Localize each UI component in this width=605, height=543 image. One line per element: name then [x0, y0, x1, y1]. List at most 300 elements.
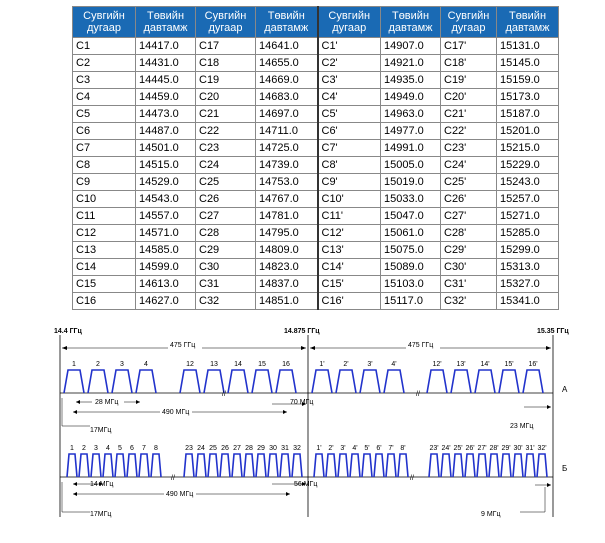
channel-number-label: 2 [96, 361, 100, 368]
center-frequency-cell: 15117.0 [381, 293, 441, 310]
channel-number-label: 26' [465, 445, 475, 452]
plan-a [60, 361, 568, 434]
channel-block [501, 445, 511, 477]
channel-shape [451, 370, 471, 393]
channel-block [151, 445, 161, 477]
channel-shape [523, 370, 543, 393]
center-frequency-cell: 15159.0 [497, 72, 559, 89]
channel-number-cell: C6 [73, 123, 136, 140]
channel-number-cell: C31 [196, 276, 256, 293]
channel-number-label: 5' [364, 445, 370, 452]
channel-shape [374, 454, 384, 477]
band-left-label: 475 ГГц [170, 342, 196, 349]
table-row [73, 208, 559, 225]
center-frequency-cell: 14781.0 [256, 208, 318, 225]
channel-number-cell: C5 [73, 106, 136, 123]
center-frequency-cell: 14977.0 [381, 123, 441, 140]
channel-number-label: 15 [258, 361, 266, 368]
plan-b [60, 445, 567, 518]
center-frequency-cell: 14627.0 [136, 293, 196, 310]
channel-number-cell: C17' [441, 38, 497, 55]
channel-block [374, 445, 384, 477]
column-header [136, 7, 196, 38]
channel-number-cell: C28 [196, 225, 256, 242]
channel-block [465, 445, 475, 477]
channel-number-label: 28 [245, 445, 253, 452]
band-right-label: 475 ГГц [408, 342, 434, 349]
channel-block [427, 361, 447, 393]
table-row [73, 157, 559, 174]
channel-shape [429, 454, 439, 477]
column-header-line: Төвийн [267, 10, 305, 22]
channel-shape [196, 454, 206, 477]
freq-mid-label: 14.875 ГГц [284, 328, 320, 335]
channel-block [256, 445, 266, 477]
channel-block [252, 361, 272, 393]
channel-shape [232, 454, 242, 477]
center-frequency-cell: 14585.0 [136, 242, 196, 259]
channel-number-label: 24 [197, 445, 205, 452]
channel-number-label: 31 [281, 445, 289, 452]
table-header-row [73, 7, 559, 38]
center-frequency-cell: 14571.0 [136, 225, 196, 242]
table-row [73, 89, 559, 106]
channel-block [64, 361, 84, 393]
channel-number-cell: C7' [318, 140, 381, 157]
channel-number-cell: C15' [318, 276, 381, 293]
channel-shape [88, 370, 108, 393]
channel-block [180, 361, 200, 393]
channel-shape [228, 370, 248, 393]
channel-number-cell: C30' [441, 259, 497, 276]
center-frequency-cell: 14711.0 [256, 123, 318, 140]
center-frequency-cell: 15089.0 [381, 259, 441, 276]
channel-shape [64, 370, 84, 393]
channel-number-cell: C3' [318, 72, 381, 89]
table-row [73, 72, 559, 89]
channel-number-cell: C6' [318, 123, 381, 140]
channel-shape [292, 454, 302, 477]
column-header [497, 7, 559, 38]
channel-number-cell: C19' [441, 72, 497, 89]
channel-number-label: 29 [257, 445, 265, 452]
center-frequency-cell: 15257.0 [497, 191, 559, 208]
plan-a-channels [64, 361, 543, 393]
table-row [73, 259, 559, 276]
channel-number-cell: C9' [318, 174, 381, 191]
channel-number-cell: C12' [318, 225, 381, 242]
channel-shape [268, 454, 278, 477]
center-frequency-cell: 15033.0 [381, 191, 441, 208]
channel-block [268, 445, 278, 477]
channel-block [350, 445, 360, 477]
channel-number-label: 16' [528, 361, 538, 368]
column-header [73, 7, 136, 38]
channel-shape [336, 370, 356, 393]
center-frequency-cell: 14459.0 [136, 89, 196, 106]
plan-a-label: А [562, 385, 568, 394]
channel-number-label: 14' [480, 361, 490, 368]
channel-number-label: 13' [456, 361, 466, 368]
channel-number-label: 25 [209, 445, 217, 452]
plan-b-channels [67, 445, 547, 477]
center-frequency-cell: 15061.0 [381, 225, 441, 242]
channel-block [67, 445, 77, 477]
channel-number-cell: C11 [73, 208, 136, 225]
center-frequency-cell: 14739.0 [256, 157, 318, 174]
channel-shape [499, 370, 519, 393]
table-row [73, 38, 559, 55]
center-frequency-cell: 14795.0 [256, 225, 318, 242]
channel-number-cell: C10' [318, 191, 381, 208]
channel-number-cell: C18' [441, 55, 497, 72]
channel-shape [338, 454, 348, 477]
channel-block [127, 445, 137, 477]
channel-shape [103, 454, 113, 477]
center-frequency-cell: 14529.0 [136, 174, 196, 191]
center-frequency-cell: 15215.0 [497, 140, 559, 157]
channel-number-cell: C7 [73, 140, 136, 157]
channel-number-cell: C14' [318, 259, 381, 276]
channel-block [103, 445, 113, 477]
channel-block [523, 361, 543, 393]
plan-a-guard-end-label: 23 МГц [510, 423, 534, 430]
column-header-line: Сувгийн [83, 10, 125, 22]
channel-number-cell: C9 [73, 174, 136, 191]
channel-number-cell: C25' [441, 174, 497, 191]
channel-block [338, 445, 348, 477]
center-frequency-cell: 14641.0 [256, 38, 318, 55]
center-frequency-cell: 15313.0 [497, 259, 559, 276]
column-header-line: Сувгийн [204, 10, 247, 22]
channel-shape [220, 454, 230, 477]
channel-block [115, 445, 125, 477]
channel-number-cell: C8' [318, 157, 381, 174]
column-header-line: давтамж [143, 22, 188, 34]
plan-a-guard-start-label: 17МГц [90, 427, 112, 434]
channel-shape [326, 454, 336, 477]
channel-number-label: 6' [376, 445, 382, 452]
channel-number-label: 7 [142, 445, 146, 452]
table-body [73, 38, 559, 310]
channel-number-cell: C24 [196, 157, 256, 174]
channel-shape [398, 454, 408, 477]
channel-number-label: 23' [429, 445, 439, 452]
channel-number-cell: C12 [73, 225, 136, 242]
channel-shape [513, 454, 523, 477]
channel-shape [276, 370, 296, 393]
table-row [73, 140, 559, 157]
channel-number-cell: C15 [73, 276, 136, 293]
center-frequency-cell: 14417.0 [136, 38, 196, 55]
channel-shape [204, 370, 224, 393]
plan-a-guard-center-label: 70 МГц [290, 399, 314, 406]
channel-shape [453, 454, 463, 477]
column-header [318, 7, 381, 38]
channel-block [513, 445, 523, 477]
center-frequency-cell: 14963.0 [381, 106, 441, 123]
channel-block [477, 445, 487, 477]
center-frequency-cell: 14487.0 [136, 123, 196, 140]
column-header-line: Сувгийн [328, 10, 371, 22]
channel-block [208, 445, 218, 477]
channel-number-label: 2 [82, 445, 86, 452]
table-row [73, 276, 559, 293]
table-row [73, 55, 559, 72]
center-frequency-cell: 14921.0 [381, 55, 441, 72]
center-frequency-cell: 14851.0 [256, 293, 318, 310]
frequency-table [72, 6, 559, 310]
channel-number-label: 8 [154, 445, 158, 452]
center-frequency-cell: 14543.0 [136, 191, 196, 208]
channel-block [276, 361, 296, 393]
channel-number-label: 31' [525, 445, 535, 452]
column-header-line: Төвийн [146, 10, 185, 22]
plan-b-group-label: 490 МГц [166, 491, 194, 498]
channel-number-label: 1 [72, 361, 76, 368]
channel-block [204, 361, 224, 393]
channel-number-cell: C3 [73, 72, 136, 89]
channel-number-cell: C20' [441, 89, 497, 106]
channel-number-label: 24' [441, 445, 451, 452]
channel-number-cell: C1' [318, 38, 381, 55]
center-frequency-cell: 15019.0 [381, 174, 441, 191]
channel-number-cell: C4' [318, 89, 381, 106]
channel-number-cell: C2 [73, 55, 136, 72]
center-frequency-cell: 15285.0 [497, 225, 559, 242]
channel-block [196, 445, 206, 477]
channel-shape [208, 454, 218, 477]
table-row [73, 225, 559, 242]
center-frequency-cell: 15201.0 [497, 123, 559, 140]
column-header [256, 7, 318, 38]
plan-b-guard-start-label: 17МГц [90, 511, 112, 518]
plan-b-break-1: // [171, 475, 175, 482]
channel-number-label: 2' [328, 445, 334, 452]
channel-block [220, 445, 230, 477]
column-header-line: Төвийн [508, 10, 547, 22]
channel-block [88, 361, 108, 393]
center-frequency-cell: 15047.0 [381, 208, 441, 225]
channel-number-cell: C24' [441, 157, 497, 174]
channel-number-label: 4' [352, 445, 358, 452]
channel-number-label: 30' [513, 445, 523, 452]
channel-block [244, 445, 254, 477]
center-frequency-cell: 15173.0 [497, 89, 559, 106]
plan-a-spacing-label: 28 МГц [95, 399, 119, 406]
channel-number-cell: C23' [441, 140, 497, 157]
channel-shape [112, 370, 132, 393]
center-frequency-cell: 14431.0 [136, 55, 196, 72]
channel-number-label: 12 [186, 361, 194, 368]
channel-shape [525, 454, 535, 477]
channel-number-cell: C27 [196, 208, 256, 225]
channel-number-cell: C14 [73, 259, 136, 276]
plan-b-guard-end-label: 9 МГц [481, 511, 501, 518]
channel-number-label: 7' [388, 445, 394, 452]
column-header-line: давтамж [264, 22, 309, 34]
channel-number-label: 14 [234, 361, 242, 368]
center-frequency-cell: 14557.0 [136, 208, 196, 225]
center-frequency-cell: 14697.0 [256, 106, 318, 123]
channel-number-cell: C13 [73, 242, 136, 259]
center-frequency-cell: 14823.0 [256, 259, 318, 276]
channel-number-cell: C25 [196, 174, 256, 191]
channel-shape [360, 370, 380, 393]
column-header-line: давтамж [388, 22, 433, 34]
center-frequency-cell: 15243.0 [497, 174, 559, 191]
center-frequency-cell: 14837.0 [256, 276, 318, 293]
channel-shape [151, 454, 161, 477]
channel-shape [115, 454, 125, 477]
channel-number-label: 1' [316, 445, 322, 452]
center-frequency-cell: 14949.0 [381, 89, 441, 106]
channel-number-cell: C27' [441, 208, 497, 225]
channel-number-cell: C18 [196, 55, 256, 72]
channel-number-cell: C16 [73, 293, 136, 310]
channel-number-cell: C26' [441, 191, 497, 208]
channel-block [79, 445, 89, 477]
channel-number-label: 30 [269, 445, 277, 452]
channel-number-cell: C23 [196, 140, 256, 157]
channel-shape [362, 454, 372, 477]
center-frequency-cell: 14473.0 [136, 106, 196, 123]
plan-b-spacing-label: 14 МГц [90, 481, 114, 488]
channel-number-cell: C1 [73, 38, 136, 55]
channel-block [326, 445, 336, 477]
channel-block [228, 361, 248, 393]
channel-number-cell: C20 [196, 89, 256, 106]
channel-number-cell: C4 [73, 89, 136, 106]
channel-block [475, 361, 495, 393]
channel-shape [180, 370, 200, 393]
channel-number-cell: C32 [196, 293, 256, 310]
plan-b-break-2: // [410, 475, 414, 482]
channel-number-cell: C19 [196, 72, 256, 89]
channel-number-cell: C29 [196, 242, 256, 259]
channel-number-cell: C22 [196, 123, 256, 140]
center-frequency-cell: 14907.0 [381, 38, 441, 55]
plan-a-break-2: // [416, 391, 420, 398]
channel-number-label: 32' [537, 445, 547, 452]
center-frequency-cell: 15075.0 [381, 242, 441, 259]
column-header [441, 7, 497, 38]
column-header-line: дугаар [451, 22, 486, 34]
center-frequency-cell: 15327.0 [497, 276, 559, 293]
center-frequency-cell: 14725.0 [256, 140, 318, 157]
channel-block [451, 361, 471, 393]
channel-block [453, 445, 463, 477]
center-frequency-cell: 14767.0 [256, 191, 318, 208]
channel-number-cell: C17 [196, 38, 256, 55]
plan-a-break-1: // [222, 391, 226, 398]
column-header-line: Сувгийн [447, 10, 490, 22]
channel-block [489, 445, 499, 477]
channel-number-cell: C2' [318, 55, 381, 72]
channel-number-cell: C22' [441, 123, 497, 140]
channel-block [525, 445, 535, 477]
channel-block [184, 445, 194, 477]
channel-number-cell: C13' [318, 242, 381, 259]
center-frequency-cell: 14515.0 [136, 157, 196, 174]
channel-shape [91, 454, 101, 477]
channel-shape [427, 370, 447, 393]
center-frequency-cell: 14991.0 [381, 140, 441, 157]
channel-number-cell: C16' [318, 293, 381, 310]
channel-number-label: 3 [94, 445, 98, 452]
channel-number-cell: C21' [441, 106, 497, 123]
channel-number-cell: C10 [73, 191, 136, 208]
channel-number-label: 27' [477, 445, 487, 452]
center-frequency-cell: 15131.0 [497, 38, 559, 55]
table-row [73, 123, 559, 140]
channel-block [537, 445, 547, 477]
column-header-line: давтамж [505, 22, 550, 34]
channel-shape [384, 370, 404, 393]
center-frequency-cell: 14445.0 [136, 72, 196, 89]
channel-shape [537, 454, 547, 477]
channel-shape [441, 454, 451, 477]
center-frequency-cell: 15299.0 [497, 242, 559, 259]
column-header-line: дугаар [208, 22, 243, 34]
channel-block [499, 361, 519, 393]
channel-block [336, 361, 356, 393]
channel-shape [501, 454, 511, 477]
channel-number-label: 28' [489, 445, 499, 452]
band-right-dimension [310, 341, 551, 351]
channel-number-label: 29' [501, 445, 511, 452]
center-frequency-cell: 14809.0 [256, 242, 318, 259]
table-row [73, 242, 559, 259]
channel-number-cell: C31' [441, 276, 497, 293]
channel-shape [136, 370, 156, 393]
channel-block [386, 445, 396, 477]
channel-number-label: 6 [130, 445, 134, 452]
channel-number-label: 4 [144, 361, 148, 368]
channel-number-label: 16 [282, 361, 290, 368]
channel-shape [386, 454, 396, 477]
channel-block [429, 445, 439, 477]
channel-number-label: 13 [210, 361, 218, 368]
channel-shape [475, 370, 495, 393]
column-header-line: Төвийн [391, 10, 430, 22]
column-header [381, 7, 441, 38]
channel-number-cell: C32' [441, 293, 497, 310]
channel-number-label: 26 [221, 445, 229, 452]
channel-number-label: 4' [391, 361, 397, 368]
channel-shape [127, 454, 137, 477]
channel-shape [256, 454, 266, 477]
channel-number-label: 5 [118, 445, 122, 452]
channel-number-label: 3' [367, 361, 373, 368]
channel-number-cell: C29' [441, 242, 497, 259]
channel-block [112, 361, 132, 393]
channel-number-cell: C21 [196, 106, 256, 123]
channel-number-cell: C26 [196, 191, 256, 208]
channel-block [136, 361, 156, 393]
channel-shape [477, 454, 487, 477]
center-frequency-cell: 14599.0 [136, 259, 196, 276]
freq-end-label: 15.35 ГГц [537, 328, 569, 335]
channel-block [232, 445, 242, 477]
channel-shape [489, 454, 499, 477]
channel-block [384, 361, 404, 393]
band-left-dimension [62, 341, 306, 351]
channel-number-label: 2' [343, 361, 349, 368]
center-frequency-cell: 14935.0 [381, 72, 441, 89]
channel-number-label: 3 [120, 361, 124, 368]
channel-number-label: 27 [233, 445, 241, 452]
